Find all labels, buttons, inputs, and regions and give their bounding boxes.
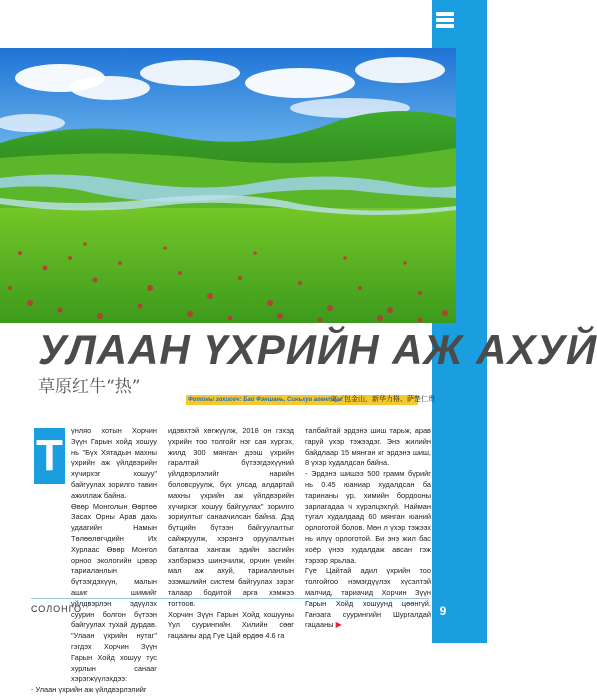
paragraph: талбайтай эрдэнэ шиш тарьж, арав гаруй үхэр тэжээдэг. Энэ жилийн байдлаар 15 мянган кг эрдэнэ шиш, 8 үхэр худалдсан байна.: [305, 426, 431, 468]
paragraph: үнляо хотын Хорчин Зүүн Гарын хойд хошуу нь "Бүх Хятадын махны үхрийн аж үйлдвэрийн хүчирхэг хошуу" байгуулах зорилго тавин ажиллаж байна.: [71, 426, 157, 500]
photo-credit: Фотоны зохиогч: Бао Фэншань, Синьхуа агентлаг: [188, 397, 343, 403]
magazine-name: СОЛОНГО: [31, 604, 82, 614]
paragraph: - Улаан үхрийн аж үйлдвэрлэлийг: [31, 685, 147, 695]
continue-arrow-icon: ▶: [335, 620, 342, 630]
paragraph: идэвхтэй хөгжүүлж, 2018 он гэхэд үхрийн тоо толгойг нэг сая хүргэх, жилд 300 мянган дээш үхрийн гаралтай бүтээгдэхүүний үйлдвэрлэлийг нарийн боловсруулж, бүх улсад алдартай махны үхрийн аж үйлдвэрийн хүчирхэг хошуу байгуулах" зорилго зориултыг санаачилсан байна. Дэд бүтцийн бүтээн байгуулалтыг сайжруулж, хэрэнгэ оруулалтын баталгаа хангаж эдийн засгийн хэлбэржээ шинэчилж, орчин үеийн мал аж ахуй, тариаланлын эзэмшлийн систем байгуулах зэрэг талаар бодитой арга хэмжээ тогтоов.: [168, 426, 294, 608]
magazine-logo: [436, 12, 454, 30]
author-credit: 文／包金山，新华力格、萨楚仁贵: [330, 396, 435, 403]
text-column-1: [31, 426, 157, 696]
paragraph: Өвөр Монголын Өөртөө Засах Орны Арав дахь удаагийн Намын Төлөөлөгчдийн Их Хурлаас Өвөр Монгол орноо экологийн цэвэр тариаланлын бүтээгдэхүүн, малын ашиг шимийг үйлдвэрлэн эдүүлэх суурин болгон бүтээн байгуулах тухай дурдав. "Улаан үхрийн нутаг" гэгдэх Хорчин Зүүн Гарын Хойд хошуу тус хурлын санааг хэрэгжүүлэхдээ:: [71, 501, 157, 684]
page-number: 9: [439, 604, 447, 618]
grassland-photo: [0, 48, 456, 323]
article-subtitle: 草原红牛“热”: [38, 377, 141, 397]
footer-rule: [31, 598, 429, 599]
paragraph: - Эрдэнэ шишээ 500 грамм бүрийг нь 0.45 юаниар худалдсан ба таринаны үр, химийн бордооны зарлагадаа ч хүрэлцэхгүй. Найман тугал худалдаад 60 мянган юаний орлоготой болов. Мөн л үхэр тэжээх нь илүү орлоготой. Би энэ жил бас хоёр үнээ худалдаж авсан гэж тэрээр ярьлаа.: [305, 469, 431, 565]
drop-cap: Т: [34, 428, 65, 484]
paragraph-text: Гүе Цайтай адил үхрийн тоо толгойгоо нэмэгдүүлэх хүсэлтэй малчид, тариачид Хорчин Зүүн Гарын Хойд хошуунд цөөнгүй. Ганзага суурингийн Шургалдай гацааны: [305, 566, 431, 630]
paragraph: Хорчин Зүүн Гарын Хойд хошууны Үул суурингийн Хилийн сөөг гацааны ард Гүе Цай өрдөө 4.6 га: [168, 609, 294, 641]
text-column-2: [168, 426, 294, 642]
text-column-3: [305, 426, 431, 631]
article-title: УЛААН ҮХРИЙН АЖ АХУЙ: [38, 326, 597, 373]
